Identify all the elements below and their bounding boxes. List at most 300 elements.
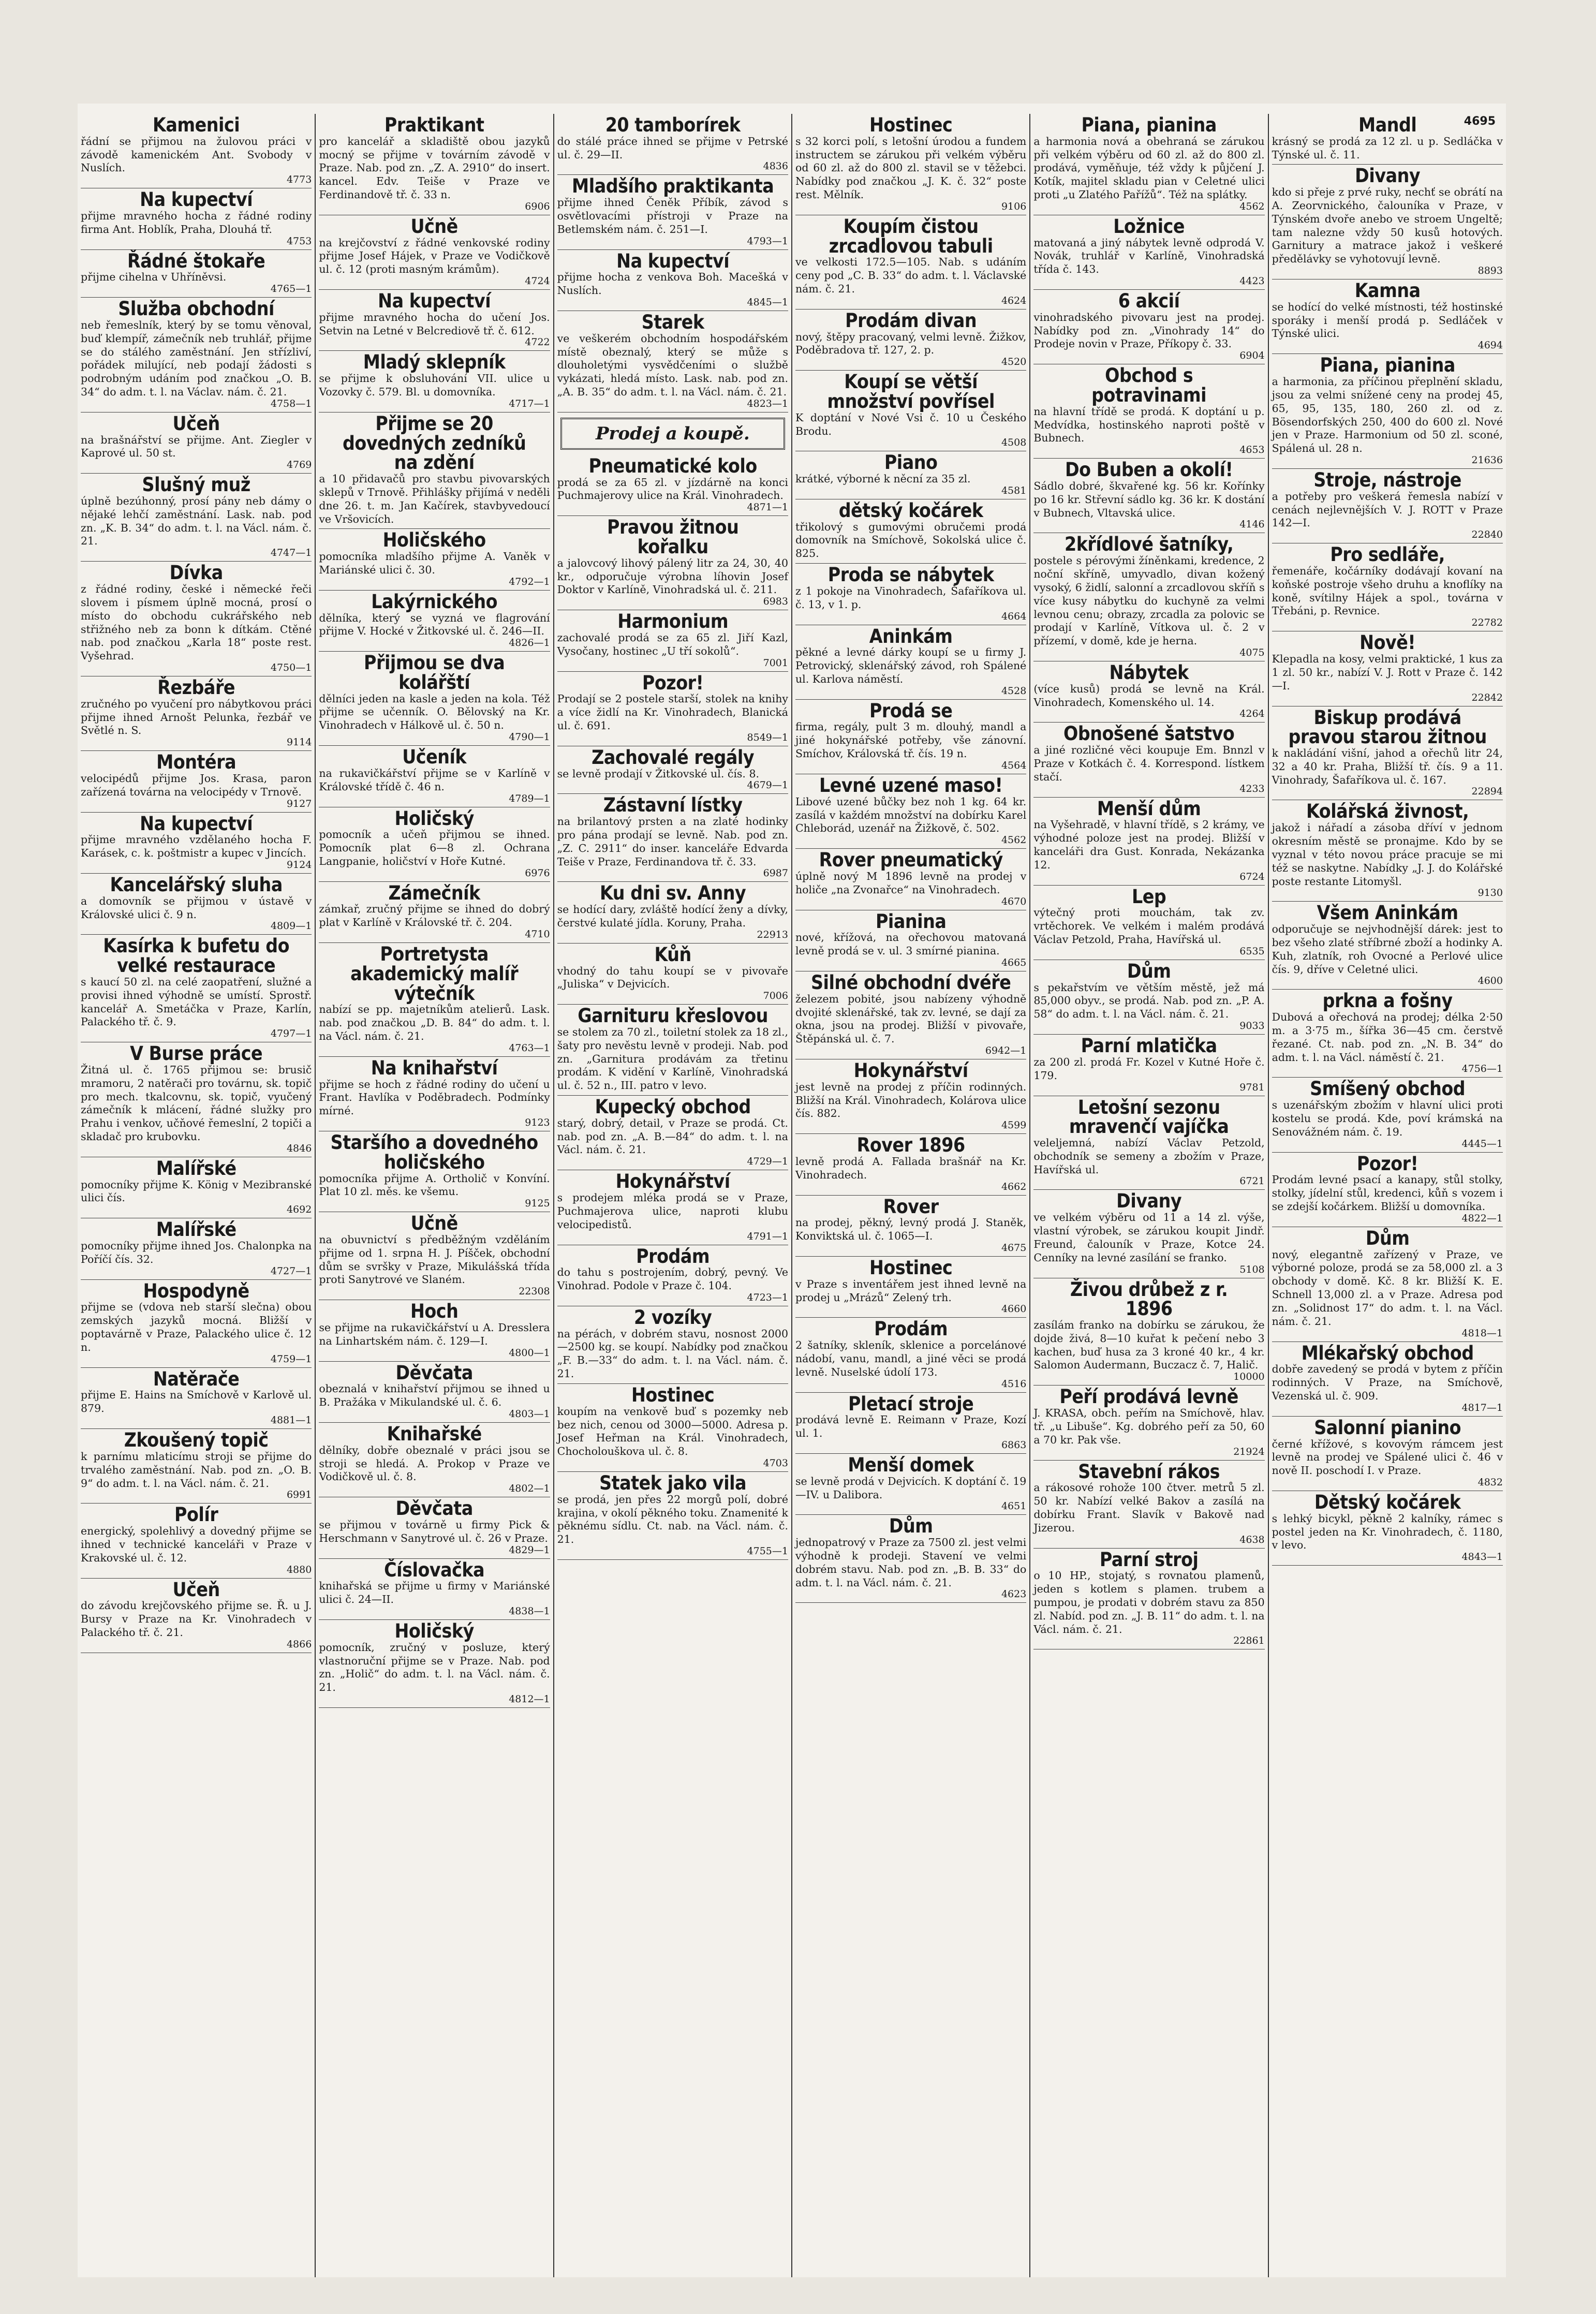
ad-code: 6991 bbox=[286, 1489, 312, 1501]
classified-ad bbox=[795, 1393, 1026, 1454]
ad-text: na prodej, pěkný, levný prodá J. Staněk, Konviktská ul. č. 1065—I. bbox=[795, 1216, 1027, 1243]
ad-text: nový, štěpy pracovaný, velmi levně. Žižkov, Poděbradova tř. 127, 2. p. bbox=[795, 330, 1027, 357]
ad-text: úplně bezúhonný, prosí pány neb dámy o nějaké lehčí zaměstnání. Lask. nab. pod zn. „K. B. 34“ do adm. t. l. na Václ. nám. č. 21. bbox=[81, 495, 312, 548]
ad-text: přijme cihelna v Uhříněvsi. bbox=[81, 271, 227, 284]
classified-ad bbox=[1033, 533, 1264, 661]
ad-text: pomocník a učeň přijmou se ihned. Pomocník plat 6—8 zl. Ochrana Langpanie, holičství v Hoře Kutné. bbox=[319, 828, 550, 867]
ad-text: s kaucí 50 zl. na celé zaopatření, služné a provisi ihned výhodně se umístí. Sprostř. kancelář A. Smetáčka v Praze, Karlín, Palackého tř. č. 9. bbox=[81, 975, 312, 1028]
ad-code: 4651 bbox=[1001, 1500, 1027, 1512]
ad-code: 9130 bbox=[1477, 887, 1503, 899]
ad-text: obeznalá v knihařství přijmou se ihned u B. Pražáka v Mikulandské ul. č. 6. bbox=[319, 1382, 550, 1409]
ad-headline: Lep bbox=[1132, 885, 1166, 908]
ad-headline: Montéra bbox=[156, 751, 237, 774]
ad-text: se levně prodají v Žitkovské ul. čís. 8. bbox=[557, 767, 759, 780]
ad-text: a jalovcový lihový pálený litr za 24, 30, 40 kr., odporučuje výrobna líhovin Josef Doktor v Karlíně, Vinohradská ul. č. 211. bbox=[557, 556, 788, 596]
ad-headline: Piano bbox=[884, 451, 938, 474]
classified-ad bbox=[557, 1472, 788, 1560]
classified-ad bbox=[319, 114, 550, 215]
classified-ad bbox=[1033, 1461, 1264, 1549]
classified-ad bbox=[81, 1579, 312, 1653]
ad-headline: Na kupectví bbox=[616, 249, 729, 272]
ad-headline: Řádné štokaře bbox=[127, 249, 265, 272]
ad-code: 4445—1 bbox=[1461, 1138, 1503, 1149]
ad-headline: Mladý sklepník bbox=[363, 351, 506, 374]
classified-ad bbox=[1272, 1417, 1503, 1491]
ad-headline: Mladšího praktikanta bbox=[571, 175, 774, 198]
ad-text: (více kusů) prodá se levně na Král. Vinohradech, Komenského ul. 14. bbox=[1033, 682, 1265, 709]
ad-code: 10000 bbox=[1233, 1371, 1265, 1383]
ad-text: na obuvnictví s předběžným vzděláním přijme od 1. srpna H. J. Píšček, obchodní dům se svršky v Praze, Mikulášská třída proti Sanytrové ve Slaném. bbox=[319, 1233, 550, 1286]
ad-code: 4790—1 bbox=[509, 731, 550, 743]
classified-ad bbox=[81, 1429, 312, 1504]
ad-headline: Dům bbox=[889, 1515, 933, 1538]
ad-headline: Pneumatické kolo bbox=[588, 454, 757, 477]
ad-code: 4791—1 bbox=[747, 1230, 788, 1242]
ad-text: s lehký bicykl, pěkně 2 kalníky, rámec s postel jeden na Kr. Vinohradech, č. 1180, v levo. bbox=[1272, 1512, 1503, 1552]
classified-ad bbox=[81, 188, 312, 249]
ad-headline: Dívka bbox=[169, 562, 223, 584]
ad-text: zasílám franko na dobírku se zárukou, že dojde živá, 8—10 kuřat k pečení nebo 3 kachen, buď husa za 3 kroné 40 kr., 4 kr. Salomon Audermann, Buczacz č. 7, Halič. bbox=[1033, 1318, 1265, 1372]
classified-ad bbox=[81, 1504, 312, 1578]
ad-headline: Salonní pianino bbox=[1313, 1416, 1461, 1439]
ad-headline: Starek bbox=[641, 311, 704, 333]
ad-headline: Prodá se bbox=[869, 699, 953, 722]
ad-code: 22894 bbox=[1471, 786, 1503, 798]
ad-text: jakož i nářadí a zásoba dříví v jednom okresním městě se pronajme. Kdo by se vyznal v této novou práce pracuje se mi též se naskytne. Nabídky „J. J. do Kolářské poste restante Litomyšl. bbox=[1272, 821, 1503, 888]
ad-text: na krejčovství z řádné venkovské rodiny přijme Josef Hájek, v Praze ve Vodičkově ul. č. 12 (proti masným krámům). bbox=[319, 236, 550, 276]
classified-ad bbox=[795, 215, 1026, 309]
classified-ad bbox=[557, 794, 788, 882]
ad-text: pomocníka mladšího přijme A. Vaněk v Mariánské ulici č. 30. bbox=[319, 550, 550, 576]
ad-text: za 200 zl. prodá Fr. Kozel v Kutné Hoře č. 179. bbox=[1033, 1055, 1265, 1082]
ad-headline: Divany bbox=[1354, 165, 1420, 187]
classified-ad bbox=[319, 412, 550, 529]
ad-text: přijme mravného hocha do učení Jos. Setvin na Letné v Belcrediově tř. č. 612. bbox=[319, 311, 550, 337]
ad-headline: Zachovalé regály bbox=[591, 746, 754, 769]
ad-text: 2 šatníky, skleník, sklenice a porcelánové nádobí, vanu, mandl, a jiné věci se prodá levně. Nuselské údolí 173. bbox=[795, 1339, 1027, 1378]
ad-headline: Holičského bbox=[382, 529, 486, 552]
ad-headline: Živou drůbež z r. 1896 bbox=[1070, 1278, 1228, 1320]
ad-code: 4653 bbox=[1239, 444, 1265, 456]
classified-ad bbox=[1033, 1190, 1264, 1278]
ad-text: na brašnářství se přijme. Ant. Ziegler v Kaprové ul. 50 st. bbox=[81, 433, 312, 460]
ad-code: 6904 bbox=[1239, 350, 1265, 362]
ad-headline: Ku dni sv. Anny bbox=[599, 882, 746, 905]
ad-text: Dubová a ořechová na prodej; délka 2·50 m. a 3·75 m., šířka 36—45 cm. čerstvě řezané. Ct. nab. pod zn. „N. B. 34“ do adm. t. l. na Václ. náměstí č. 21. bbox=[1272, 1011, 1503, 1064]
classified-ad bbox=[1033, 290, 1264, 364]
ad-headline: Zámečník bbox=[388, 881, 481, 904]
classified-ad bbox=[557, 1170, 788, 1245]
classified-ad bbox=[1272, 800, 1503, 902]
ad-code: 4838—1 bbox=[509, 1605, 550, 1617]
ad-code: 4581 bbox=[1001, 484, 1027, 496]
ad-code: 4826—1 bbox=[509, 637, 550, 649]
ad-headline: Kupecký obchod bbox=[595, 1096, 751, 1118]
classified-ad bbox=[795, 114, 1026, 215]
ad-headline: Natěrače bbox=[153, 1367, 240, 1390]
ad-text: Klepadla na kosy, velmi praktické, 1 kus za 1 zl. 50 kr., nabízí V. J. Rott v Praze č. 142—I. bbox=[1272, 653, 1503, 692]
ad-text: černé křížové, s kovovým rámcem jest levně na prodej ve Spálené ulici č. 46 v nově II. poschodí I. v Praze. bbox=[1272, 1437, 1503, 1477]
ad-code: 6535 bbox=[1239, 945, 1265, 957]
classified-ad bbox=[1033, 1035, 1264, 1096]
ad-text: energický, spolehlivý a dovedný přijme se ihned v technické kanceláři v Praze v Krakovské ul. č. 12. bbox=[81, 1525, 312, 1564]
ad-code: 4662 bbox=[1001, 1181, 1027, 1192]
ad-code: 4758—1 bbox=[270, 397, 312, 409]
ad-code: 6987 bbox=[763, 867, 788, 879]
ad-headline: Stroje, nástroje bbox=[1313, 469, 1461, 492]
ad-text: prodá se za 65 zl. v jízdárně na konci Puchmajerovy ulice na Král. Vinohradech. bbox=[557, 476, 788, 502]
classified-ad bbox=[1272, 990, 1503, 1078]
classified-ad bbox=[319, 1620, 550, 1708]
ad-headline: Prodám bbox=[636, 1245, 710, 1267]
classified-ad bbox=[319, 807, 550, 882]
ad-code: 6724 bbox=[1239, 871, 1265, 882]
ad-headline: Statek jako vila bbox=[599, 1472, 746, 1495]
ad-text: pomocníka přijme A. Ortholič v Konvíní. Plat 10 zl. měs. ke všemu. bbox=[319, 1172, 550, 1198]
ad-text: krátké, výborné k něcní za 35 zl. bbox=[795, 473, 971, 485]
ad-text: pro kancelář a skladiště obou jazyků mocný se přijme v továrním závodě v Praze. Nab. pod zn. „Z. A. 2910“ do insert. kancel. Edv. Teiše v Praze ve Ferdinandově tř. č. 33 n. bbox=[319, 135, 550, 201]
ad-code: 4727—1 bbox=[270, 1265, 312, 1277]
ad-headline: Zástavní lístky bbox=[603, 794, 743, 817]
classified-ad bbox=[1272, 469, 1503, 543]
classified-ad bbox=[81, 562, 312, 676]
ad-code: 7006 bbox=[763, 990, 788, 1002]
ad-code: 4773 bbox=[286, 174, 312, 186]
classified-ad bbox=[795, 774, 1026, 849]
ad-code: 4562 bbox=[1001, 834, 1027, 846]
classified-ad bbox=[795, 499, 1026, 564]
classified-ad bbox=[1272, 902, 1503, 990]
ad-text: přijme ihned Čeněk Příbík, závod s osvětlovacími přístroji v Praze na Betlemském nám. č. 251—I. bbox=[557, 196, 788, 235]
ad-code: 4756—1 bbox=[1461, 1063, 1503, 1075]
ad-code: 4817—1 bbox=[1461, 1402, 1503, 1413]
ad-headline: Koupí se větší množství povřísel bbox=[827, 371, 995, 412]
ad-code: 4520 bbox=[1001, 356, 1027, 368]
ad-text: jest levně na prodej z příčin rodinných. Bližší na Král. Vinohradech, Kolárova ulice čís. 882. bbox=[795, 1080, 1027, 1120]
ad-text: na pérách, v dobrém stavu, nosnost 2000—2500 kg. se koupí. Nabídky pod značkou „F. B.—33“ do adm. t. l. na Václ. nám. č. 21. bbox=[557, 1327, 788, 1380]
ad-code: 4845—1 bbox=[747, 297, 788, 308]
ad-code: 4075 bbox=[1239, 647, 1265, 659]
classified-ad bbox=[1033, 798, 1264, 886]
ad-code: 4792—1 bbox=[509, 576, 550, 587]
ad-headline: Obnošené šatstvo bbox=[1063, 723, 1235, 745]
ad-text: se stolem za 70 zl., toiletní stolek za 18 zl., šaty pro nevěstu levně v prodeji. Nab. pod zn. „Garnitura prodávám za třetinu prodám. K vidění v Karlíně, Vinohradská ul. č. 52 n., III. patro v levo. bbox=[557, 1025, 788, 1092]
ad-headline: Přijmou se dva kolářští bbox=[364, 652, 505, 694]
ad-code: 22840 bbox=[1471, 529, 1503, 541]
ad-code: 4812—1 bbox=[509, 1693, 550, 1705]
classified-ad bbox=[557, 1306, 788, 1384]
ad-code: 4809—1 bbox=[270, 920, 312, 932]
classified-ad bbox=[319, 1300, 550, 1361]
ad-text: Prodají se 2 postele starší, stolek na knihy a více židlí na Kr. Vinohradech, Blanická ul. č. 691. bbox=[557, 692, 788, 732]
ad-code: 4871—1 bbox=[747, 502, 788, 513]
ad-headline: Učně bbox=[410, 1212, 459, 1235]
classified-ad bbox=[1272, 706, 1503, 801]
ad-code: 4717—1 bbox=[509, 397, 550, 409]
ad-code: 4836 bbox=[763, 160, 788, 172]
classified-ad bbox=[81, 474, 312, 562]
classified-ad bbox=[795, 971, 1026, 1059]
ad-headline: Slušný muž bbox=[142, 474, 250, 496]
ad-text: pomocníky přijme ihned Jos. Chalonpka na Poříčí čís. 32. bbox=[81, 1240, 312, 1265]
ad-code: 4802—1 bbox=[509, 1483, 550, 1495]
classified-ad bbox=[795, 1196, 1026, 1257]
ad-text: se přijmou v továrně u firmy Pick & Herschmann v Sanytrové ul. č. 26 v Praze. bbox=[319, 1518, 550, 1544]
ad-headline: Peří prodává levně bbox=[1059, 1386, 1239, 1408]
ad-headline: Číslovačka bbox=[384, 1558, 485, 1581]
ad-code: 4233 bbox=[1239, 783, 1265, 794]
ad-code: 4797—1 bbox=[270, 1028, 312, 1040]
ad-code: 6976 bbox=[525, 867, 550, 879]
ad-code: 4562 bbox=[1239, 200, 1265, 212]
ad-text: Žitná ul. č. 1765 přijmou se: brusič mramoru, 2 natěrači pro továrnu, sk. topič pro mech. tkalcovnu, sk. topič, vyučený zámečník k mlácení, řádné služky pro Prahu i venkov, učňové řemeslní, 2 topiči a skladač pro krubovku. bbox=[81, 1063, 312, 1143]
ad-text: a potřeby pro veškerá řemesla nabízí v cenách nejlevnějších V. J. ROTT v Praze 142—I. bbox=[1272, 490, 1503, 529]
ad-text: nabízí se pp. majetníkům atelierů. Lask. nab. pod značkou „D. B. 84“ do adm. t. l. na Václ. nám. č. 21. bbox=[319, 1003, 550, 1042]
ad-text: přijme se hoch z řádné rodiny do učení u Frant. Havlíka v Poděbradech. Podmínky mírné. bbox=[319, 1078, 550, 1117]
ad-text: dělníci jeden na kasle a jeden na kola. Též přijme se učenník. O. Bělovský na Kr. Vinohradech v Hálkově ul. č. 50 n. bbox=[319, 692, 550, 732]
ad-text: postele s pérovými žíněnkami, kredence, 2 noční skříně, umyvadlo, divan kožený vysoký, 6 židlí, salonní a zrcadlovou skříň s více kusy nábytku do kuchyně za velmi levnou cenu; obrazy, zrcadla za polovic se prodají v Karlíně, Vítkova ul. č. 2 v přízemí, v domě, kde je herna. bbox=[1033, 554, 1265, 647]
ad-headline: 20 tamborírek bbox=[605, 114, 741, 136]
ad-headline: Řezbáře bbox=[157, 676, 235, 699]
ad-text: matovaná a jiný nábytek levně odprodá V. Novák, truhlář v Karlíně, Vinohradská třída č. 143. bbox=[1033, 236, 1265, 276]
ad-code: 4866 bbox=[286, 1638, 312, 1650]
ad-code: 4723—1 bbox=[747, 1291, 788, 1303]
ad-code: 9033 bbox=[1239, 1020, 1265, 1032]
classified-ad bbox=[557, 516, 788, 610]
ad-code: 4564 bbox=[1001, 759, 1027, 771]
ad-headline: Letošní sezonu mravenčí vajíčka bbox=[1069, 1096, 1229, 1138]
classified-ad bbox=[1033, 114, 1264, 215]
classified-ad bbox=[319, 882, 550, 943]
ad-code: 4599 bbox=[1001, 1119, 1027, 1131]
column-6 bbox=[1269, 114, 1506, 2277]
ad-headline: Služba obchodní bbox=[118, 298, 274, 320]
classified-ad bbox=[557, 455, 788, 516]
ad-code: 4146 bbox=[1239, 519, 1265, 530]
classified-ad bbox=[557, 882, 788, 943]
ad-text: levně prodá A. Fallada brašnář na Kr. Vinohradech. bbox=[795, 1155, 1027, 1181]
ad-code: 4747—1 bbox=[270, 547, 312, 559]
ad-headline: Učeň bbox=[172, 1578, 220, 1601]
classified-ad bbox=[557, 1096, 788, 1170]
classified-ad bbox=[81, 1368, 312, 1429]
ad-text: dobře zavedený se prodá v bytem z příčin rodinných. V Praze, na Smíchově, Vezenská ul. č. 909. bbox=[1272, 1363, 1503, 1402]
ad-code: 22308 bbox=[519, 1286, 550, 1298]
ad-headline: Kůň bbox=[654, 943, 691, 966]
ad-headline: Prodám bbox=[874, 1318, 948, 1340]
ad-headline: Kamna bbox=[1354, 279, 1421, 302]
ad-headline: dětský kočárek bbox=[838, 499, 983, 522]
ad-text: do stálé práce ihned se přijme v Petrské ul. č. 29—II. bbox=[557, 135, 788, 161]
classified-ad bbox=[795, 451, 1026, 499]
ad-text: k parnímu mlaticímu stroji se přijme do trvalého zaměstnání. Nab. pod zn. „O. B. 9“ do adm. t. l. na Václ. nám. č. 21. bbox=[81, 1450, 312, 1490]
ad-code: 4423 bbox=[1239, 275, 1265, 287]
column-1 bbox=[78, 114, 316, 2277]
ad-code: 4803—1 bbox=[509, 1408, 550, 1420]
ad-code: 4710 bbox=[525, 928, 550, 940]
classified-ad bbox=[81, 114, 312, 188]
ad-headline: Harmonium bbox=[617, 610, 728, 633]
ad-text: Sádlo dobré, škvařené kg. 56 kr. Kořínky po 16 kr. Střevní sádlo kg. 36 kr. K dostání v Bubnech, Vltavská ulice. bbox=[1033, 480, 1265, 519]
classified-ad bbox=[795, 1134, 1026, 1195]
column-2 bbox=[316, 114, 554, 2277]
ad-headline: Parní mlatička bbox=[1081, 1035, 1218, 1057]
ad-text: vhodný do tahu koupí se v pivovaře „Juliska“ v Dejvicích. bbox=[557, 964, 788, 991]
ad-text: s 32 korci polí, s letošní úrodou a fundem instructem se zárukou při velkém výběru od 60 zl. až do 800 zl. stavil se v těžebci. Nabídky pod značkou „J. K. č. 32“ poste rest. Mělník. bbox=[795, 135, 1027, 201]
classified-ad bbox=[319, 1362, 550, 1423]
ad-code: 4753 bbox=[286, 235, 312, 247]
ad-headline: Biskup prodává pravou starou žitnou bbox=[1288, 706, 1487, 748]
ad-code: 5108 bbox=[1239, 1263, 1265, 1275]
classified-ad bbox=[1272, 1227, 1503, 1342]
ad-code: 4729—1 bbox=[747, 1156, 788, 1168]
ad-code: 4881—1 bbox=[270, 1414, 312, 1426]
ad-text: na brilantový prsten a na zlaté hodinky pro pána prodají se levně. Nab. pod zn. „Z. C. 2911“ do inser. kanceláře Edvarda Teiše v Praze, Ferdinandova tř. č. 33. bbox=[557, 815, 788, 868]
ad-headline: 2křídlové šatníky, bbox=[1065, 533, 1234, 556]
ad-code: 6906 bbox=[525, 200, 550, 212]
ad-text: třikolový s gumovými obručemi prodá domovník na Smíchově, Sokolská ulice č. 825. bbox=[795, 520, 1027, 560]
ad-headline: Nově! bbox=[1359, 631, 1415, 654]
ad-headline: Hoch bbox=[410, 1300, 459, 1323]
ad-code: 4832 bbox=[1477, 1477, 1503, 1488]
ad-code: 21924 bbox=[1233, 1446, 1265, 1457]
ad-headline: Rover bbox=[883, 1195, 939, 1218]
classified-ad bbox=[795, 1318, 1026, 1392]
classified-ad bbox=[557, 944, 788, 1005]
ad-text: řemenáře, kočárníky dodávají kovaní na koňské postroje všeho druhu a knoflíky na koně, svítilny Hájek a spol., továrna v Třebáni, p. Revnice. bbox=[1272, 564, 1503, 617]
ad-headline: Polír bbox=[174, 1504, 218, 1526]
classified-ad bbox=[795, 1454, 1026, 1515]
ad-code: 4800—1 bbox=[509, 1347, 550, 1359]
ad-code: 4623 bbox=[1001, 1588, 1027, 1600]
ad-code: 4516 bbox=[1001, 1378, 1027, 1390]
ad-text: odporučuje se nejvhodnější dárek: jest to bez všeho zlaté stříbrné zboží a hodinky A. Kuh, zlatník, roh Ovocné a Perlové ulice čís. 9, dříve v Celetné ulici. bbox=[1272, 923, 1503, 976]
section-banner bbox=[560, 418, 785, 450]
classified-ad bbox=[795, 1059, 1026, 1134]
ad-code: 4759—1 bbox=[270, 1353, 312, 1365]
classified-ad bbox=[795, 849, 1026, 910]
classified-ad bbox=[795, 625, 1026, 700]
classified-ad bbox=[1272, 354, 1503, 469]
ad-text: ve veškerém obchodním hospodářském místě obeznalý, který se může s dlouholetými vysvědčeními o službě vykázati, hledá místo. Lask. nab. pod zn. „A. B. 35“ do adm. t. l. na Václ. nám. č. 21. bbox=[557, 332, 788, 399]
ad-headline: Dětský kočárek bbox=[1314, 1491, 1461, 1513]
ad-headline: Piana, pianina bbox=[1320, 354, 1455, 377]
ad-headline: 6 akcií bbox=[1118, 290, 1180, 313]
ad-code: 4846 bbox=[286, 1142, 312, 1154]
classified-ad bbox=[1272, 114, 1503, 165]
classified-ad bbox=[795, 1257, 1026, 1318]
ad-code: 9124 bbox=[286, 859, 312, 871]
ad-headline: Učeník bbox=[402, 746, 467, 769]
ad-text: se přijme k obsluhování VII. ulice u Vozovky č. 579. Bl. u domovníka. bbox=[319, 372, 550, 399]
ad-text: v Praze s inventářem jest ihned levně na prodej u „Mrázů“ Zelený trh. bbox=[795, 1277, 1027, 1304]
ad-code: 4829—1 bbox=[509, 1544, 550, 1556]
ad-text: a jiné rozličné věci koupuje Em. Bnnzl v Praze v Kotkách č. 4. Korrespond. lístkem stačí. bbox=[1033, 744, 1265, 783]
classified-ad bbox=[319, 1559, 550, 1620]
classified-ad bbox=[81, 751, 312, 812]
ad-text: a harmonia, za příčinou přeplnění skladu, jsou za velmi snížené ceny na prodej 45, 65, 95, 135, 180, 260 zl. od z. Bösendorfských 250, 400 do 600 zl. Nové jen v Praze. Harmonium od 50 zl. sconé, Spálená ul. 28 n. bbox=[1272, 375, 1503, 455]
classified-ad bbox=[1272, 1153, 1503, 1227]
ad-headline: Ložnice bbox=[1113, 215, 1185, 238]
ad-headline: Dům bbox=[1365, 1227, 1410, 1249]
classified-ad bbox=[319, 290, 550, 351]
ad-headline: Hokynářství bbox=[615, 1170, 730, 1193]
page-number: 4695 bbox=[1464, 115, 1496, 128]
ad-text: na hlavní třídě se prodá. K doptání u p. Medvídka, hostinského naproti poště v Bubnech. bbox=[1033, 405, 1265, 445]
ad-headline: Staršího a dovedného holičského bbox=[330, 1131, 538, 1173]
ad-text: s prodejem mléka prodá se v Praze, Puchmajerova ulice, naproti klubu velocipedistů. bbox=[557, 1191, 788, 1231]
ad-headline: Hostinec bbox=[869, 1257, 953, 1279]
ad-code: 4694 bbox=[1477, 340, 1503, 351]
classified-ad bbox=[1272, 279, 1503, 354]
ad-headline: Na knihařství bbox=[371, 1056, 498, 1079]
ad-code: 6721 bbox=[1239, 1175, 1265, 1187]
ad-headline: Pro sedláře, bbox=[1329, 543, 1445, 566]
ad-code: 4264 bbox=[1239, 708, 1265, 720]
ad-headline: Hokynářství bbox=[853, 1059, 968, 1082]
ad-headline: Nábytek bbox=[1109, 661, 1189, 684]
newspaper-page bbox=[78, 104, 1506, 2277]
ad-headline: Malířské bbox=[156, 1157, 237, 1180]
ad-code: 22842 bbox=[1471, 691, 1503, 703]
ad-text: zachovalé prodá se za 65 zl. Jiří Kazl, Vysočany, hostinec „U tří sokolů“. bbox=[557, 631, 788, 657]
classified-ad bbox=[81, 813, 312, 874]
classified-ad bbox=[1033, 661, 1264, 723]
ad-headline: Silné obchodní dvéře bbox=[810, 971, 1011, 994]
ad-headline: Děvčata bbox=[395, 1497, 474, 1520]
ad-text: se levně prodá v Dejvicích. K doptání č. 19—IV. u Dalibora. bbox=[795, 1475, 1027, 1501]
ad-text: velocipédů přijme Jos. Krasa, paron zařízená továrna na velocipédy v Trnově. bbox=[81, 772, 312, 798]
classified-ad bbox=[319, 529, 550, 590]
ad-code: 4750—1 bbox=[270, 662, 312, 674]
ad-text: K doptání v Nové Vsi č. 10 u Českého Brodu. bbox=[795, 411, 1027, 437]
classified-ad bbox=[319, 1212, 550, 1300]
ad-text: dělníky, dobře obeznalé v práci jsou se stroji se hledá. A. Prokop v Praze ve Vodičkově ul. č. 8. bbox=[319, 1443, 550, 1483]
classified-ad bbox=[1272, 543, 1503, 631]
classified-ad bbox=[557, 1245, 788, 1306]
ad-headline: Na kupectví bbox=[378, 290, 491, 313]
classified-ad bbox=[319, 652, 550, 746]
ad-code: 4675 bbox=[1001, 1242, 1027, 1254]
classified-ad bbox=[1033, 364, 1264, 459]
ad-headline: Kancelářský sluha bbox=[110, 874, 283, 896]
ad-headline: Piana, pianina bbox=[1081, 114, 1217, 136]
ad-text: do závodu krejčovského přijme se. Ř. u J. Bursy v Praze na Kr. Vinohradech v Palackého tř. č. 21. bbox=[81, 1599, 312, 1639]
ad-text: krásný se prodá za 12 zl. u p. Sedláčka v Týnské ul. č. 11. bbox=[1272, 135, 1503, 161]
ad-headline: Kamenici bbox=[153, 114, 240, 136]
classified-ad bbox=[795, 309, 1026, 371]
section-banner-label: Prodej a koupě. bbox=[595, 423, 750, 444]
ad-text: přijme se (vdova neb starší slečna) obou zemských jazyků mocná. Bližší v poptavárně v Praze, Palackého ulice č. 12 n. bbox=[81, 1301, 312, 1353]
classified-ad bbox=[795, 1515, 1026, 1603]
column-3 bbox=[554, 114, 792, 2277]
ad-code: 7001 bbox=[763, 657, 788, 669]
ad-code: 4880 bbox=[286, 1564, 312, 1575]
ad-text: prodává levně E. Reimann v Praze, Kozí ul. 1. bbox=[795, 1413, 1027, 1440]
ad-text: výtečný proti mouchám, tak zv. vrtěchorek. Ve velkém i malém prodává Václav Petzold, Praha, Havířská ul. bbox=[1033, 906, 1265, 946]
ad-text: do tahu s postrojením, dobrý, pevný. Ve Vinohrad. Podole v Praze č. 104. bbox=[557, 1266, 788, 1292]
ad-code: 4843—1 bbox=[1461, 1551, 1503, 1563]
ad-headline: Pravou žitnou kořalku bbox=[607, 516, 738, 558]
classified-ad bbox=[81, 1157, 312, 1218]
ad-text: a domovník se přijmou v ústavě v Královské ulici č. 9 n. bbox=[81, 894, 312, 921]
classified-ad bbox=[1033, 215, 1264, 290]
ad-code: 8549—1 bbox=[747, 731, 788, 743]
ad-headline: Dům bbox=[1127, 960, 1171, 982]
ad-code: 9127 bbox=[286, 798, 312, 809]
ad-text: J. KRASA, obch. peřím na Smíchově, hlav. tř. „u Libuše“. Kg. dobrého peří za 50, 60 a 70 kr. Pak vše. bbox=[1033, 1407, 1265, 1446]
ad-headline: Pianina bbox=[875, 910, 947, 933]
